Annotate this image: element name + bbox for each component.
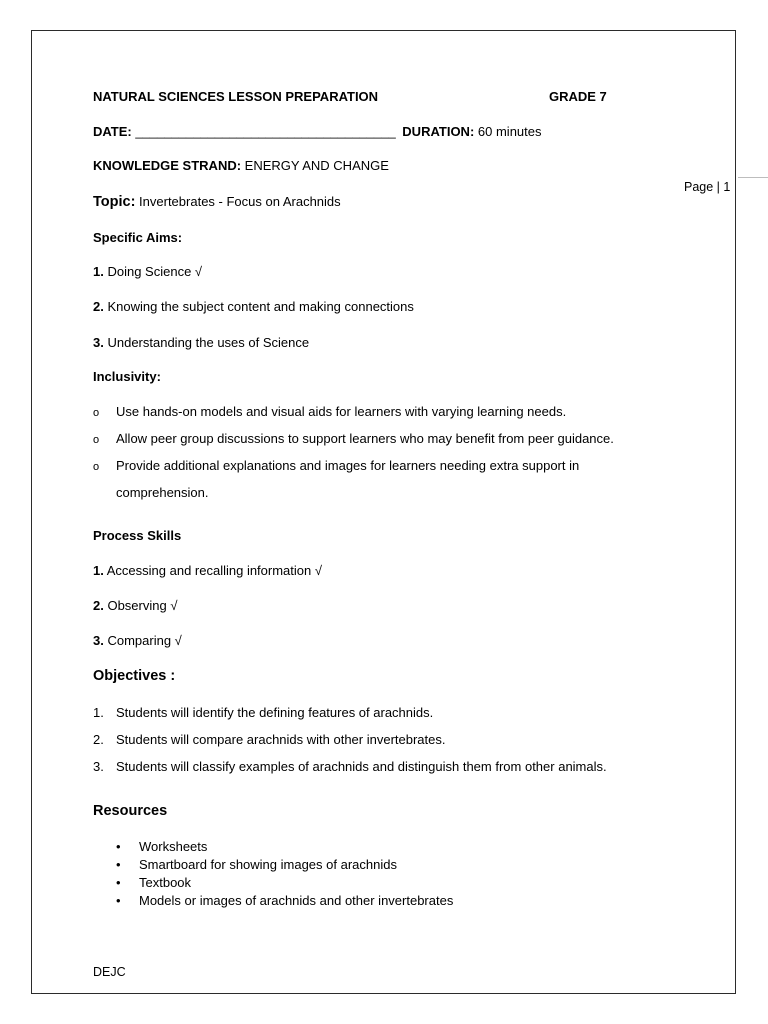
list-item: Worksheets [139, 839, 208, 854]
list-item: Students will compare arachnids with other invertebrates. [116, 732, 446, 747]
list-item: Provide additional explanations and images for learners needing extra support in [116, 458, 580, 473]
bullet-icon: • [116, 857, 121, 872]
strand-label: KNOWLEDGE STRAND: [93, 158, 242, 173]
bullet-icon: • [116, 839, 121, 854]
duration-label: DURATION: [402, 124, 475, 139]
list-item: Textbook [139, 875, 192, 890]
bullet-icon: • [116, 893, 121, 908]
document-title: NATURAL SCIENCES LESSON PREPARATION [93, 89, 379, 104]
objectives-heading: Objectives : [93, 668, 176, 684]
list-item-number: 2. [93, 732, 104, 747]
list-item: 3. Understanding the uses of Science [93, 335, 310, 350]
list-item: Use hands-on models and visual aids for learners with varying learning needs. [116, 404, 567, 419]
duration-value: 60 minutes [477, 124, 542, 139]
date-label: DATE: [93, 124, 132, 139]
list-item-number: 3. [93, 759, 104, 774]
page-number: Page | 1 [684, 180, 731, 194]
list-item: 1. Accessing and recalling information √ [93, 563, 322, 578]
process-skills-heading: Process Skills [93, 528, 182, 543]
bullet-icon: • [116, 875, 121, 890]
footer-initials: DEJC [93, 965, 126, 979]
topic-label: Topic: [93, 194, 136, 210]
page-border [31, 30, 736, 994]
date-blank: ____________________________________ [135, 124, 396, 139]
list-item-continuation: comprehension. [116, 485, 209, 500]
list-item: 2. Knowing the subject content and making connections [93, 299, 414, 314]
strand-value: ENERGY AND CHANGE [244, 158, 389, 173]
list-item: Models or images of arachnids and other invertebrates [139, 893, 454, 908]
list-item: Allow peer group discussions to support learners who may benefit from peer guidance. [116, 431, 614, 446]
bullet-icon: o [93, 407, 100, 419]
list-item: Students will identify the defining features of arachnids. [116, 705, 434, 720]
list-item: Smartboard for showing images of arachnids [139, 857, 397, 872]
list-item: 2. Observing √ [93, 598, 178, 613]
topic-value: Invertebrates - Focus on Arachnids [139, 194, 341, 209]
date-duration-line [93, 124, 542, 140]
bullet-icon: o [93, 461, 100, 473]
resources-heading: Resources [93, 803, 168, 819]
grade-label: GRADE 7 [549, 89, 607, 104]
topic-line [93, 194, 341, 210]
inclusivity-heading: Inclusivity: [93, 369, 161, 384]
list-item: 1. Doing Science √ [93, 264, 203, 279]
list-item-number: 1. [93, 705, 104, 720]
bullet-icon: o [93, 434, 100, 446]
specific-aims-heading: Specific Aims: [93, 230, 183, 245]
list-item: Students will classify examples of arachnids and distinguish them from other animals. [116, 759, 607, 774]
list-item: 3. Comparing √ [93, 633, 182, 648]
knowledge-strand-line [93, 158, 389, 174]
page-number-rule [738, 177, 768, 178]
